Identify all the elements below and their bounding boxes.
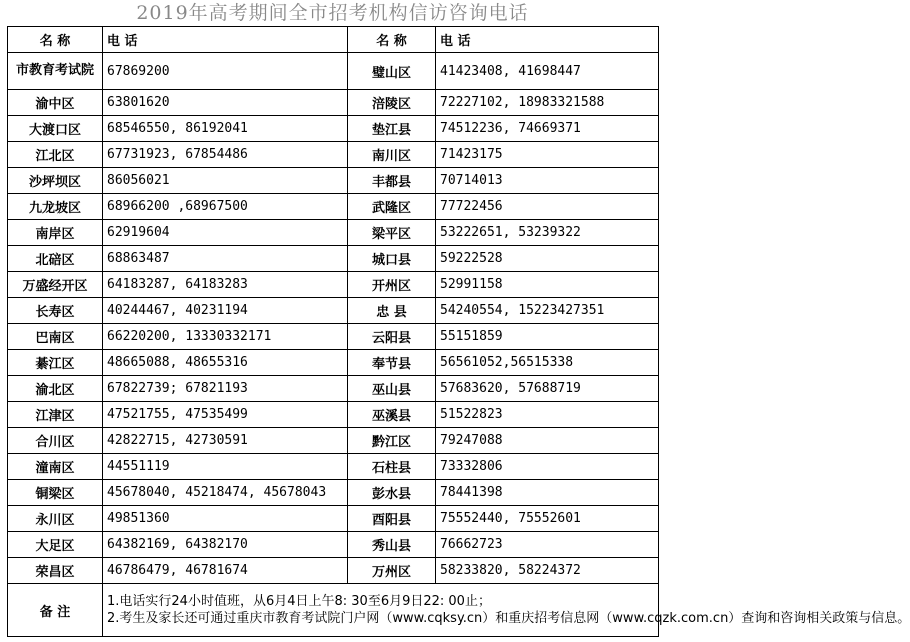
note-row [8, 584, 659, 637]
left-org-name: 永川区 [8, 506, 103, 532]
left-org-name: 沙坪坝区 [8, 168, 103, 194]
left-phone: 64382169, 64382170 [103, 532, 348, 558]
left-org-name: 北碚区 [8, 246, 103, 272]
right-phone: 57683620, 57688719 [436, 376, 659, 402]
left-phone: 40244467, 40231194 [103, 298, 348, 324]
right-phone: 54240554, 15223427351 [436, 298, 659, 324]
header-name-right: 名 称 [348, 27, 436, 53]
table-row [8, 532, 659, 558]
left-org-name: 九龙坡区 [8, 194, 103, 220]
left-org-name: 长寿区 [8, 298, 103, 324]
right-org-name: 武隆区 [348, 194, 436, 220]
left-phone: 66220200, 13330332171 [103, 324, 348, 350]
left-org-name: 江津区 [8, 402, 103, 428]
table-row [8, 272, 659, 298]
left-phone: 62919604 [103, 220, 348, 246]
right-phone: 71423175 [436, 142, 659, 168]
left-phone: 68966200 ,68967500 [103, 194, 348, 220]
table-row [8, 324, 659, 350]
left-org-name: 南岸区 [8, 220, 103, 246]
right-org-name: 万州区 [348, 558, 436, 584]
table-row [8, 402, 659, 428]
right-phone: 78441398 [436, 480, 659, 506]
table-row [8, 194, 659, 220]
right-phone: 51522823 [436, 402, 659, 428]
right-phone: 59222528 [436, 246, 659, 272]
table-row [8, 298, 659, 324]
right-org-name: 奉节县 [348, 350, 436, 376]
left-org-name: 巴南区 [8, 324, 103, 350]
left-phone: 67731923, 67854486 [103, 142, 348, 168]
right-org-name: 忠 县 [348, 298, 436, 324]
note-label: 备 注 [8, 584, 103, 637]
table-row [8, 480, 659, 506]
header-phone-right: 电 话 [436, 27, 659, 53]
right-org-name: 酉阳县 [348, 506, 436, 532]
right-phone: 55151859 [436, 324, 659, 350]
left-phone: 48665088, 48655316 [103, 350, 348, 376]
left-phone: 46786479, 46781674 [103, 558, 348, 584]
table-row [8, 246, 659, 272]
right-org-name: 梁平区 [348, 220, 436, 246]
left-phone: 47521755, 47535499 [103, 402, 348, 428]
right-org-name: 涪陵区 [348, 90, 436, 116]
right-org-name: 黔江区 [348, 428, 436, 454]
right-org-name: 丰都县 [348, 168, 436, 194]
left-phone: 68863487 [103, 246, 348, 272]
right-phone: 75552440, 75552601 [436, 506, 659, 532]
right-phone: 72227102, 18983321588 [436, 90, 659, 116]
left-org-name: 綦江区 [8, 350, 103, 376]
note-line-2: 2.考生及家长还可通过重庆市教育考试院门户网（www.cqksy.cn）和重庆招考信息网（www.cqzk.com.cn）查询和咨询相关政策与信息。 [107, 611, 910, 626]
left-phone: 64183287, 64183283 [103, 272, 348, 298]
left-phone: 42822715, 42730591 [103, 428, 348, 454]
header-phone-left: 电 话 [103, 27, 348, 53]
left-phone: 67869200 [103, 53, 348, 90]
left-org-name: 荣昌区 [8, 558, 103, 584]
left-org-name: 合川区 [8, 428, 103, 454]
left-org-name: 渝北区 [8, 376, 103, 402]
right-phone: 76662723 [436, 532, 659, 558]
right-org-name: 秀山县 [348, 532, 436, 558]
left-org-name: 大渡口区 [8, 116, 103, 142]
left-org-name: 市教育考试院 [8, 53, 103, 90]
table-row [8, 220, 659, 246]
right-org-name: 璧山区 [348, 53, 436, 90]
right-phone: 58233820, 58224372 [436, 558, 659, 584]
right-org-name: 垫江县 [348, 116, 436, 142]
note-text [103, 584, 910, 637]
right-org-name: 巫溪县 [348, 402, 436, 428]
left-phone: 49851360 [103, 506, 348, 532]
contact-table [7, 26, 910, 637]
right-phone: 52991158 [436, 272, 659, 298]
right-org-name: 石柱县 [348, 454, 436, 480]
left-phone: 63801620 [103, 90, 348, 116]
left-phone: 45678040, 45218474, 45678043 [103, 480, 348, 506]
right-org-name: 城口县 [348, 246, 436, 272]
table-row [8, 90, 659, 116]
right-phone: 73332806 [436, 454, 659, 480]
table-row [8, 454, 659, 480]
right-phone: 79247088 [436, 428, 659, 454]
right-phone: 53222651, 53239322 [436, 220, 659, 246]
right-org-name: 南川区 [348, 142, 436, 168]
table-row [8, 350, 659, 376]
table-row [8, 558, 659, 584]
left-phone: 68546550, 86192041 [103, 116, 348, 142]
table-row [8, 168, 659, 194]
left-org-name: 铜梁区 [8, 480, 103, 506]
right-org-name: 云阳县 [348, 324, 436, 350]
table-row [8, 506, 659, 532]
page-title: 2019年高考期间全市招考机构信访咨询电话 [136, 2, 529, 24]
left-org-name: 渝中区 [8, 90, 103, 116]
right-phone: 41423408, 41698447 [436, 53, 659, 90]
table-row [8, 53, 659, 90]
right-phone: 74512236, 74669371 [436, 116, 659, 142]
table-row [8, 376, 659, 402]
table-row [8, 142, 659, 168]
right-phone: 70714013 [436, 168, 659, 194]
right-org-name: 巫山县 [348, 376, 436, 402]
left-org-name: 江北区 [8, 142, 103, 168]
table-header-row [8, 27, 659, 53]
right-org-name: 彭水县 [348, 480, 436, 506]
right-phone: 77722456 [436, 194, 659, 220]
table-row [8, 428, 659, 454]
left-org-name: 潼南区 [8, 454, 103, 480]
note-line-1: 1.电话实行24小时值班，从6月4日上午8: 30至6月9日22: 00止； [107, 594, 491, 609]
right-phone: 56561052,56515338 [436, 350, 659, 376]
left-org-name: 万盛经开区 [8, 272, 103, 298]
header-name-left: 名 称 [8, 27, 103, 53]
left-phone: 44551119 [103, 454, 348, 480]
right-org-name: 开州区 [348, 272, 436, 298]
left-org-name: 大足区 [8, 532, 103, 558]
left-phone: 67822739; 67821193 [103, 376, 348, 402]
left-phone: 86056021 [103, 168, 348, 194]
table-row [8, 116, 659, 142]
